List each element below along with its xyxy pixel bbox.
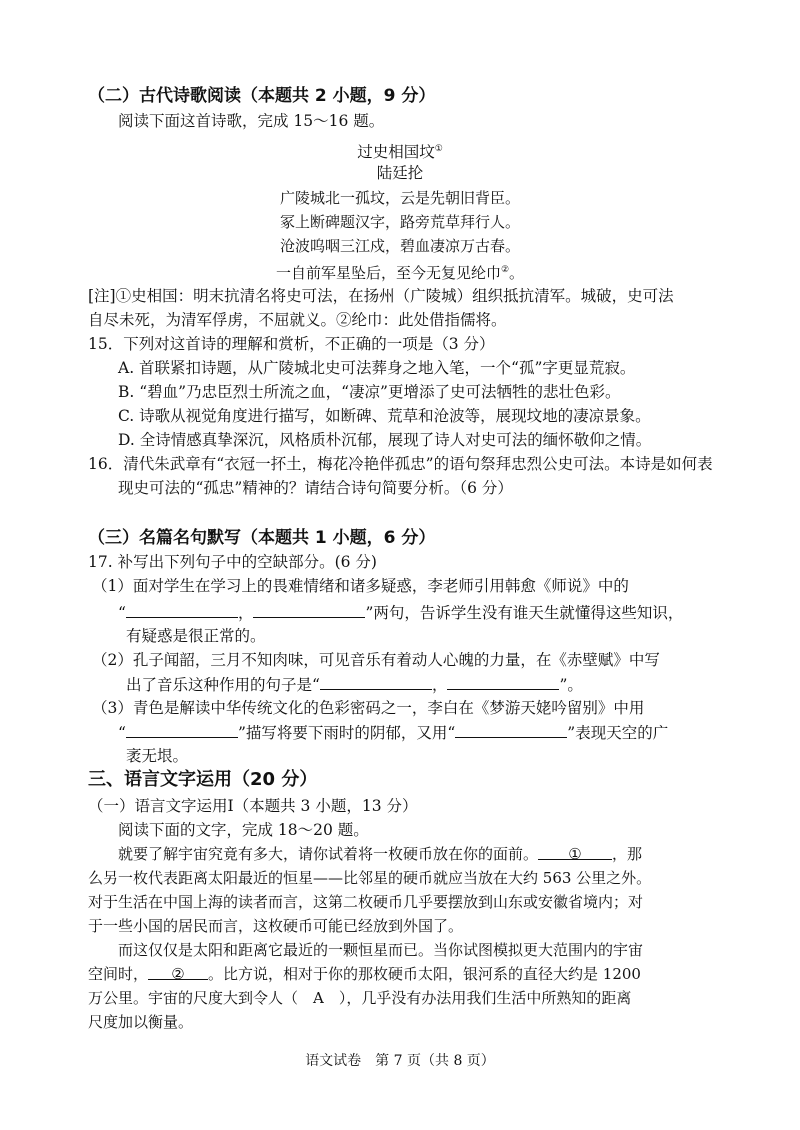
poem-line: 广陵城北一孤坟，云是先朝旧背臣。: [279, 189, 520, 207]
passage-line: 对于生活在中国上海的读者而言，这第二枚硬币几乎要摆放到山东或安徽省境内；对: [88, 893, 644, 911]
passage-line: 么另一枚代表距离太阳最近的恒星——比邻星的硬币就应当放在大约 563 公里之外。: [88, 869, 652, 887]
passage-line: 于一些小国的居民而言，这枚硬币可能已经放到外国了。: [88, 917, 464, 935]
question-17-item-1-end: 有疑惑是很正常的。: [126, 627, 266, 645]
question-17-item-2-blanks: [126, 673, 583, 696]
section-2-instruction: 阅读下面这首诗歌，完成 15～16 题。: [118, 112, 385, 130]
open-quote: “: [118, 724, 126, 742]
poem-title-footnote-mark: ①: [434, 144, 443, 154]
question-16-line: 现史可法的“孤忠”精神的？请结合诗句简要分析。（6 分）: [118, 479, 513, 497]
poem-line-footnote-mark: ②: [500, 265, 510, 275]
question-17-item-2: （2）孔子闻韶，三月不知肉味，可见音乐有着动人心魄的力量，在《赤壁赋》中写: [92, 651, 660, 669]
poem-line: 冢上断碑题汉字，路旁荒草拜行人。: [279, 213, 520, 231]
passage-line: [88, 963, 641, 985]
comma: ，: [237, 604, 254, 622]
passage-line: 尺度加以衡量。: [88, 1013, 194, 1031]
answer-blank[interactable]: [126, 721, 238, 738]
passage-text: 。比方说，相对于你的那枚硬币太阳，银河系的直径大约是 1200: [208, 965, 641, 983]
answer-blank[interactable]: [253, 601, 365, 618]
item-text: ”描写将要下雨时的阴郁，又用“: [237, 724, 456, 742]
poem-line: 一自前军星坠后，至今无复见纶巾②。: [275, 264, 525, 282]
question-17-item-3-end: 袤无垠。: [126, 747, 189, 765]
poem-title-text: 过史相国坟: [357, 143, 435, 162]
section-3-heading: （三）名篇名句默写（本题共 1 小题，6 分）: [88, 528, 436, 548]
passage-line: [118, 843, 642, 865]
question-17-item-3-blanks: [118, 721, 668, 744]
poem-author: 陆廷抡: [376, 164, 424, 182]
passage-line: 而这仅仅是太阳和距离它最近的一颗恒星而已。当你试图模拟更大范围内的宇宙: [118, 941, 644, 959]
answer-blank[interactable]: [455, 721, 567, 738]
comma: ，: [431, 676, 448, 694]
part-3-subheading: （一）语言文字运用Ⅰ（本题共 3 小题，13 分）: [88, 797, 418, 815]
poem-title: [0, 138, 800, 163]
answer-blank[interactable]: [320, 673, 432, 690]
question-15-option-a: A. 首联紧扣诗题，从广陵城北史可法葬身之地入笔，一个“孤”字更显荒寂。: [118, 359, 636, 377]
section-2-heading: （二）古代诗歌阅读（本题共 2 小题，9 分）: [88, 86, 436, 106]
answer-blank-1[interactable]: ①: [538, 843, 612, 860]
poem-line-text: 一自前军星坠后，至今无复见纶巾: [275, 264, 501, 282]
item-text: ”两句，告诉学生没有谁天生就懂得这些知识，: [365, 604, 684, 622]
answer-blank-2[interactable]: ②: [148, 963, 208, 980]
poem-line: 沧波呜咽三江戍，碧血凄凉万古春。: [279, 237, 520, 255]
question-17-item-1-blanks: [118, 601, 683, 624]
question-17-stem: 17. 补写出下列句子中的空缺部分。(6 分): [88, 553, 377, 571]
question-15-stem: 15．下列对这首诗的理解和赏析，不正确的一项是（3 分）: [88, 335, 495, 353]
part-3-instruction: 阅读下面的文字，完成 18～20 题。: [118, 821, 369, 839]
item-text: ”表现天空的广: [567, 724, 669, 742]
question-16-line: 16．清代朱武章有“衣冠一抔土，梅花冷艳伴孤忠”的语句祭拜忠烈公史可法。本诗是如何表: [88, 455, 713, 473]
passage-line: 万公里。宇宙的尺度大到令人（ A ），几乎没有办法用我们生活中所熟知的距离: [88, 989, 632, 1007]
poem-note-line: [注]①史相国：明末抗清名将史可法，在扬州（广陵城）组织抵抗清军。城破，史可法: [88, 287, 674, 305]
passage-text: ，那: [612, 845, 643, 863]
passage-text: 空间时，: [88, 965, 149, 983]
close-quote: ”。: [559, 676, 583, 694]
answer-blank[interactable]: [126, 601, 238, 618]
page-footer: 语文试卷 第 7 页（共 8 页）: [305, 1053, 495, 1069]
poem-note-line: 自尽未死，为清军俘虏，不屈就义。②纶巾：此处借指儒将。: [88, 311, 507, 329]
question-17-item-3: （3）青色是解读中华传统文化的色彩密码之一，李白在《梦游天姥吟留别》中用: [92, 699, 645, 717]
item-text: 出了音乐这种作用的句子是“: [126, 676, 320, 694]
question-17-item-1: （1）面对学生在学习上的畏难情绪和诸多疑惑，李老师引用韩愈《师说》中的: [92, 577, 629, 595]
answer-blank[interactable]: [447, 673, 559, 690]
question-15-option-c: C. 诗歌从视觉角度进行描写，如断碑、荒草和沧波等，展现坟地的凄凉景象。: [118, 407, 651, 425]
question-15-option-b: B. “碧血”乃忠臣烈士所流之血，“凄凉”更增添了史可法牺牲的悲壮色彩。: [118, 383, 621, 401]
open-quote: “: [118, 604, 126, 622]
part-3-heading: 三、语言文字运用（20 分）: [88, 769, 318, 790]
question-15-option-d: D. 全诗情感真挚深沉，风格质朴沉郁，展现了诗人对史可法的缅怀敬仰之情。: [118, 431, 652, 449]
passage-text: 就要了解宇宙究竟有多大，请你试着将一枚硬币放在你的面前。: [118, 845, 539, 863]
